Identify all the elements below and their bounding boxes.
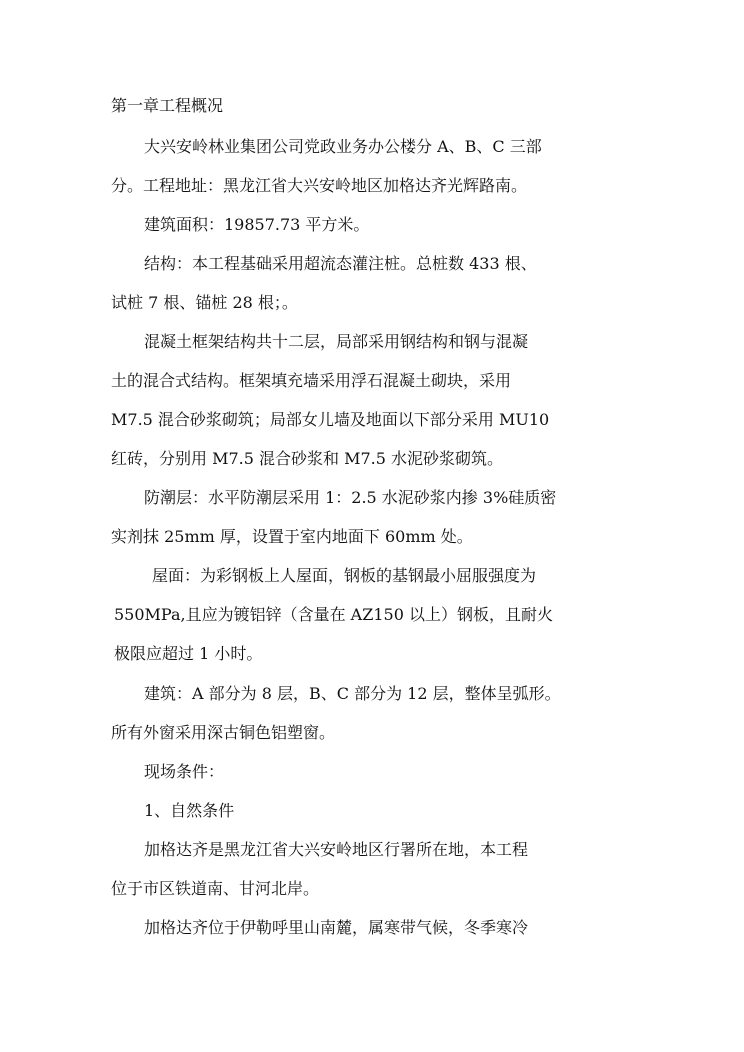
text-line-6: 混凝土框架结构共十二层，局部采用钢结构和钢与混凝	[144, 332, 529, 351]
text-line-16: 所有外窗采用深古铜色铝塑窗。	[111, 723, 336, 742]
text-line-17: 现场条件：	[144, 762, 225, 781]
text-line-19: 加格达齐是黑龙江省大兴安岭地区行署所在地，本工程	[144, 840, 529, 859]
text-line-14: 极限应超过 1 小时。	[114, 644, 263, 663]
text-line-9: 红砖，分别用 M7.5 混合砂浆和 M7.5 水泥砂浆砌筑。	[111, 449, 504, 468]
text-line-5: 试桩 7 根、锚桩 28 根；。	[111, 293, 298, 312]
text-line-1: 大兴安岭林业集团公司党政业务办公楼分 A、B、C 三部	[144, 137, 542, 156]
text-line-3: 建筑面积：19857.73 平方米。	[144, 215, 370, 234]
chapter-heading: 第一章工程概况	[111, 96, 224, 115]
text-line-10: 防潮层：水平防潮层采用 1：2.5 水泥砂浆内掺 3%硅质密	[144, 488, 557, 507]
text-line-15: 建筑：A 部分为 8 层，B、C 部分为 12 层，整体呈弧形。	[144, 684, 561, 703]
text-line-7: 土的混合式结构。框架填充墙采用浮石混凝土砌块，采用	[111, 371, 512, 390]
text-line-11: 实剂抹 25mm 厚，设置于室内地面下 60mm 处。	[111, 527, 473, 546]
text-line-2: 分。工程地址：黑龙江省大兴安岭地区加格达齐光辉路南。	[111, 176, 528, 195]
text-line-13: 550MPa,且应为镀铝锌（含量在 AZ150 以上）钢板，且耐火	[114, 605, 553, 624]
text-line-20: 位于市区铁道南、甘河北岸。	[111, 879, 320, 898]
text-line-4: 结构：本工程基础采用超流态灌注桩。总桩数 433 根、	[144, 254, 537, 273]
text-line-18: 1、自然条件	[144, 801, 235, 820]
text-line-21: 加格达齐位于伊勒呼里山南麓，属寒带气候，冬季寒冷	[144, 918, 529, 937]
text-line-8: M7.5 混合砂浆砌筑；局部女儿墙及地面以下部分采用 MU10	[111, 410, 550, 429]
text-line-12: 屋面：为彩钢板上人屋面，钢板的基钢最小屈服强度为	[152, 566, 537, 585]
